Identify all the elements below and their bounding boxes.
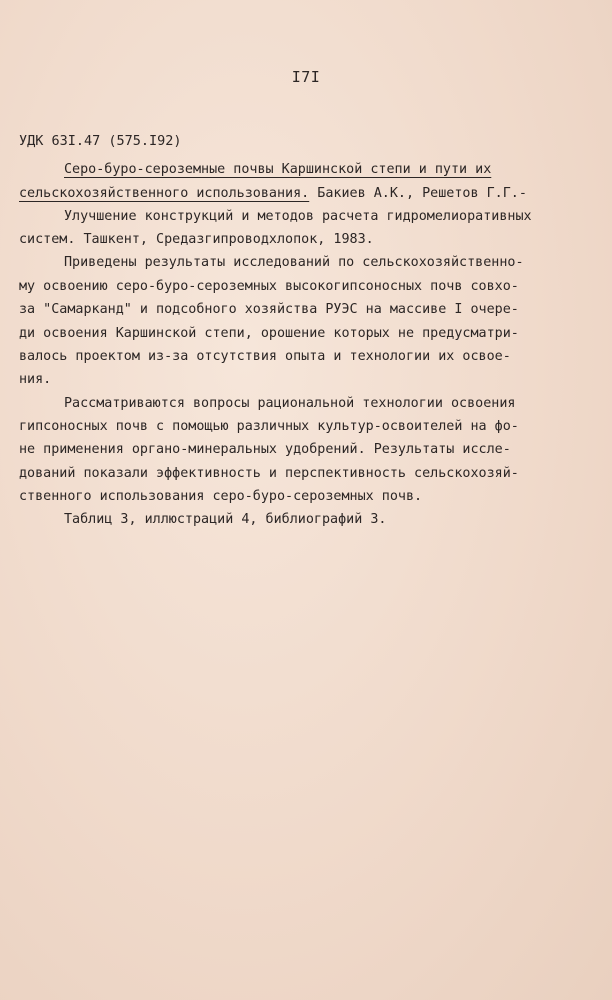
abstract-line: за "Самарканд" и подсобного хозяйства РУЭС на массиве I очере- [19,302,519,317]
collection-line-2: систем. Ташкент, Средазгипроводхлопок, 1983. [19,232,374,247]
title-line-2: сельскохозяйственного использования. [19,186,310,201]
abstract-line: не применения органо-минеральных удобрений. Результаты иссле- [19,442,511,457]
title-line-1: Серо-буро-сероземные почвы Каршинской степи и пути их [64,162,492,177]
udc-code: УДК 63I.47 (575.I92) [19,133,182,149]
bibliography-note: Таблиц 3, иллюстраций 4, библиографий 3. [64,512,387,527]
abstract-line: дований показали эффективность и перспективность сельскохозяй- [19,466,519,481]
collection-line-1: Улучшение конструкций и методов расчета гидромелиоративных [64,209,532,224]
abstract-line: гипсоносных почв с помощью различных культур-освоителей на фо- [19,419,519,434]
page-number: I7I [291,68,321,86]
title-authors-line [19,187,527,200]
abstract-line: Рассматриваются вопросы рациональной технологии освоения [64,396,516,411]
abstract-line: му освоению серо-буро-сероземных высокогипсоносных почв совхо- [19,279,519,294]
abstract-line: валось проектом из-за отсутствия опыта и технологии их освое- [19,349,511,364]
abstract-line: ди освоения Каршинской степи, орошение которых не предусматри- [19,326,519,341]
abstract-line: ния. [19,372,52,387]
authors: Бакиев А.К., Решетов Г.Г.- [317,186,527,201]
abstract-line: Приведены результаты исследований по сельскохозяйственно- [64,255,524,270]
abstract-line: ственного использования серо-буро-сероземных почв. [19,489,423,504]
